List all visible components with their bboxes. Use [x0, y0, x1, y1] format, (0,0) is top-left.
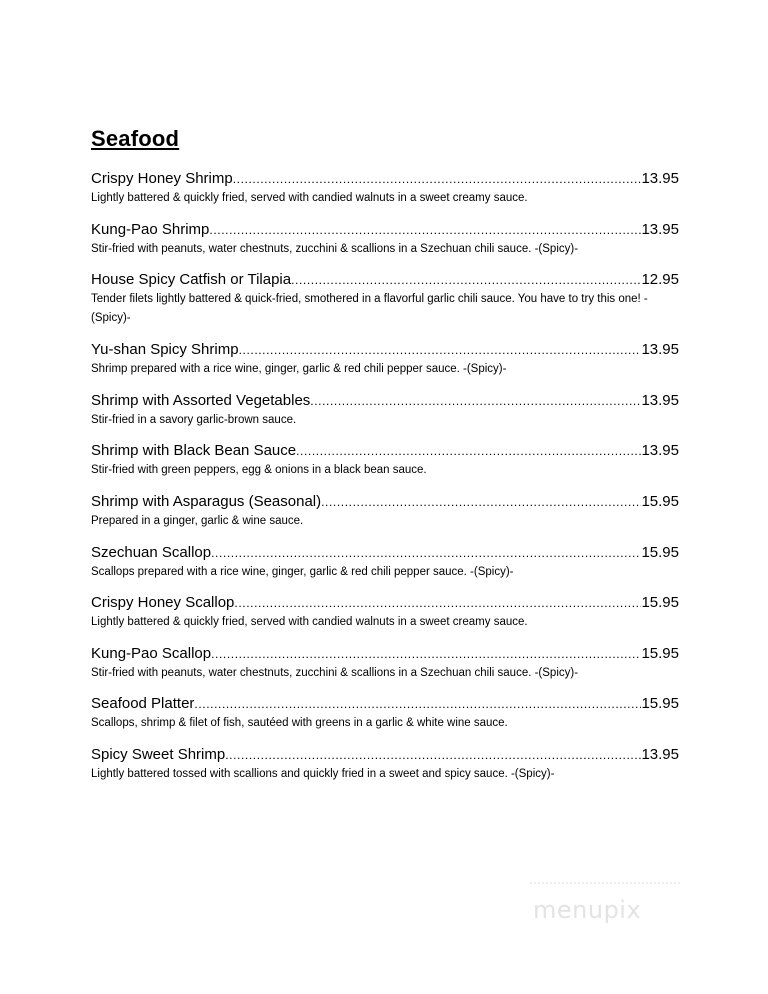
item-price: 15.95 — [641, 594, 679, 612]
item-description: Lightly battered & quickly fried, served with candied walnuts in a sweet creamy sauce. — [91, 616, 528, 629]
item-price: 15.95 — [641, 543, 679, 561]
menu-item — [91, 492, 679, 543]
menu-item — [91, 745, 679, 796]
item-description: Tender filets lightly battered & quick-fried, smothered in a flavorful garlic chili sauce. You have to try this one! -(Spicy)- — [91, 293, 648, 325]
dot-leader — [211, 543, 641, 563]
dot-leader — [211, 644, 641, 664]
dot-leader — [194, 694, 641, 714]
menu-item — [91, 391, 679, 442]
menu-item — [91, 593, 679, 644]
item-price: 13.95 — [641, 220, 679, 238]
menu-item — [91, 644, 679, 695]
menu-item — [91, 694, 679, 745]
item-name: Seafood Platter — [91, 695, 195, 713]
menu-item — [91, 220, 679, 271]
item-name: Shrimp with Assorted Vegetables — [91, 391, 311, 409]
menu-item — [91, 340, 679, 391]
dot-leader — [234, 593, 641, 613]
item-price: 15.95 — [641, 644, 679, 662]
item-description: Stir-fried with peanuts, water chestnuts, zucchini & scallions in a Szechuan chili sauce. -(Spicy)- — [91, 242, 579, 255]
item-description: Lightly battered tossed with scallions and quickly fried in a sweet and spicy sauce. -(Spicy)- — [91, 767, 555, 780]
menu-item — [91, 169, 679, 220]
item-price: 12.95 — [641, 271, 679, 289]
item-description: Shrimp prepared with a rice wine, ginger, garlic & red chili pepper sauce. -(Spicy)- — [91, 363, 507, 376]
section-title: Seafood — [91, 126, 180, 151]
item-description: Scallops prepared with a rice wine, ginger, garlic & red chili pepper sauce. -(Spicy)- — [91, 565, 514, 578]
item-price: 13.95 — [641, 341, 679, 359]
item-name: Crispy Honey Scallop — [91, 594, 235, 612]
item-price: 15.95 — [641, 695, 679, 713]
dot-leader — [310, 391, 641, 411]
item-name: Kung-Pao Shrimp — [91, 220, 210, 238]
dot-leader — [225, 745, 641, 765]
item-price: 13.95 — [641, 745, 679, 763]
watermark-logo: menupix — [533, 896, 642, 924]
dot-leader — [296, 441, 641, 461]
item-price: 15.95 — [641, 492, 679, 510]
item-description: Lightly battered & quickly fried, served with candied walnuts in a sweet creamy sauce. — [91, 192, 528, 204]
item-description: Stir-fried in a savory garlic-brown sauce. — [91, 413, 297, 426]
item-name: Crispy Honey Shrimp — [91, 170, 233, 187]
item-name: Shrimp with Asparagus (Seasonal) — [91, 492, 322, 510]
dot-leader — [291, 270, 641, 290]
dot-leader — [233, 169, 642, 189]
item-name: Spicy Sweet Shrimp — [91, 745, 226, 763]
item-name: House Spicy Catfish or Tilapia — [91, 271, 292, 289]
dot-leader — [321, 492, 641, 512]
menu-list — [91, 169, 679, 796]
dot-leader — [239, 340, 642, 360]
item-name: Yu-shan Spicy Shrimp — [91, 341, 239, 359]
item-name: Szechuan Scallop — [91, 543, 212, 561]
item-description: Scallops, shrimp & filet of fish, sautéed with greens in a garlic & white wine sauce. — [91, 717, 508, 730]
item-price: 13.95 — [641, 442, 679, 460]
item-description: Stir-fried with peanuts, water chestnuts, zucchini & scallions in a Szechuan chili sauce. -(Spicy)- — [91, 666, 579, 679]
item-description: Prepared in a ginger, garlic & wine sauce. — [91, 514, 304, 527]
item-description: Stir-fried with green peppers, egg & onions in a black bean sauce. — [91, 464, 427, 477]
menu-item — [91, 543, 679, 594]
item-name: Shrimp with Black Bean Sauce — [91, 442, 297, 460]
dot-leader — [209, 220, 641, 240]
watermark-decoration — [530, 882, 680, 888]
menu-item — [91, 270, 679, 340]
menu-item — [91, 441, 679, 492]
item-name: Kung-Pao Scallop — [91, 644, 212, 662]
item-price: 13.95 — [641, 170, 679, 187]
item-price: 13.95 — [641, 391, 679, 409]
